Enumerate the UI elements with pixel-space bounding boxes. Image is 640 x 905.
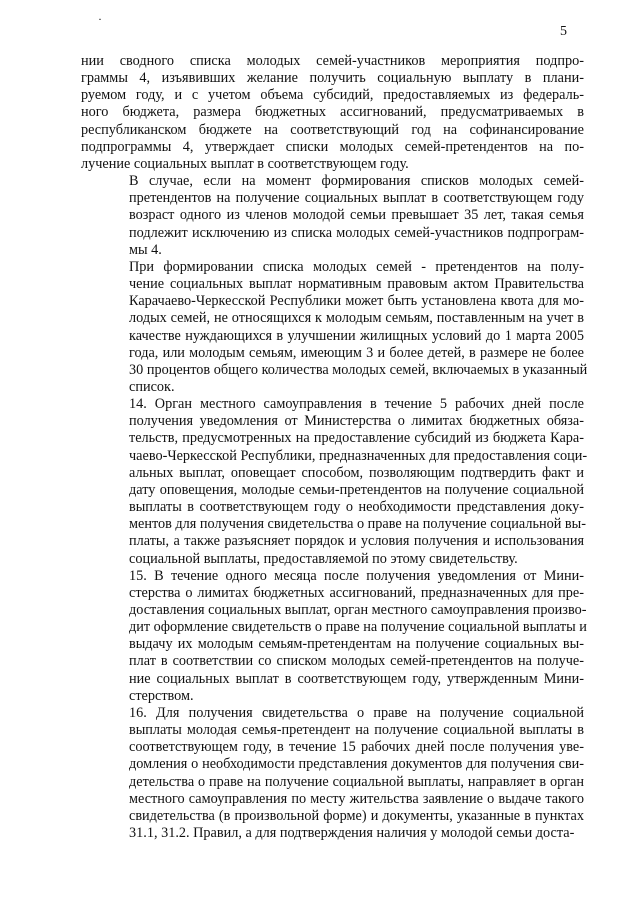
- text-line: 31.1, 31.2. Правил, а для подтверждения наличия у молодой семьи доста-: [129, 825, 575, 842]
- text-line: При формировании списка молодых семей - претендентов на полу-: [129, 258, 584, 275]
- text-line: получения уведомления от Министерства о лимитах бюджетных обяза-: [129, 413, 584, 430]
- text-line: возраст одного из членов молодой семьи превышает 35 лет, такая семья: [129, 207, 584, 224]
- text-line: выплаты молодая семья-претендент на получение социальной выплаты в: [129, 722, 584, 739]
- text-line: 16. Для получения свидетельства о праве на получение социальной: [129, 704, 584, 721]
- text-line: список.: [129, 378, 175, 395]
- text-line: качестве нуждающихся в улучшении жилищных условий до 1 марта 2005: [129, 327, 584, 344]
- text-line: стерством.: [129, 687, 194, 704]
- text-line: дату оповещения, молодые семьи-претендентов на получение социальной: [129, 481, 584, 498]
- text-line: 30 процентов общего количества молодых семей, включаемых в указанный: [129, 361, 588, 378]
- text-line: чение социальных выплат нормативным правовым актом Правительства: [129, 276, 584, 293]
- text-line: выплаты в соответствующем году о необходимости представления доку-: [129, 499, 584, 516]
- text-line: альных выплат, оповещает способом, позволяющим подтвердить факт и: [129, 464, 584, 481]
- text-line: лодых семей, не относящихся к молодым семьям, поставленным на учет в: [129, 310, 584, 327]
- text-line: 14. Орган местного самоуправления в течение 5 рабочих дней после: [129, 396, 584, 413]
- paragraph: [81, 53, 584, 173]
- text-line: 15. В течение одного месяца после получения уведомления от Мини-: [129, 567, 584, 584]
- text-line: детельства о праве на получение социальной выплаты, направляет в орган: [129, 773, 584, 790]
- text-line: республиканском бюджете на соответствующий год на софинансирование: [81, 121, 584, 138]
- text-line: Карачаево-Черкесской Республики может быть установлена квота для мо-: [129, 293, 584, 310]
- text-line: доставления социальных выплат, орган местного самоуправления произво-: [129, 602, 587, 618]
- text-line: нии сводного списка молодых семей-участников мероприятия подпро-: [81, 53, 584, 69]
- text-line: платы, а также разъясняет порядок и условия получения и использования: [129, 533, 584, 550]
- text-line: тельств, предусмотренных на предоставление субсидий из бюджета Кара-: [129, 430, 584, 447]
- paragraph: [81, 396, 588, 568]
- text-line: подпрограммы 4, утверждает списки молодых семей-претендентов на по-: [81, 138, 584, 155]
- text-line: года, или молодым семьям, имеющим 3 и более детей, в размере не более: [129, 344, 584, 361]
- text-line: местного самоуправления по месту жительства заявление о выдаче такого: [129, 790, 584, 807]
- text-line: руемом году, и с учетом объема субсидий, предоставляемых из федераль-: [81, 87, 584, 104]
- text-line: свидетельства (в произвольной форме) и документы, указанные в пунктах: [129, 807, 584, 824]
- paragraph: [81, 567, 587, 705]
- text-line: лучение социальных выплат в соответствующем году.: [81, 155, 409, 172]
- text-line: претендентов на получение социальных выплат в соответствующем году: [129, 190, 584, 207]
- text-line: соответствующем году, в течение 15 рабочих дней после получения уве-: [129, 739, 584, 756]
- text-line: плат в соответствии со списком молодых семей-претендентов на получе-: [129, 653, 584, 670]
- text-line: ного бюджета, размера бюджетных ассигнований, предусматриваемых в: [81, 104, 584, 121]
- text-line: подлежит исключению из списка молодых семей-участников подпрограм-: [129, 224, 584, 241]
- text-line: мы 4.: [129, 241, 162, 258]
- text-line: ментов для получения свидетельства о праве на получение социальной вы-: [129, 516, 586, 533]
- text-line: В случае, если на момент формирования списков молодых семей-: [129, 173, 584, 190]
- text-line: ние социальных выплат в соответствующем году, утвержденным Мини-: [129, 670, 584, 687]
- text-line: выдачу их молодым семьям-претендентам на получение социальных вы-: [129, 636, 584, 653]
- page-number: 5: [560, 24, 567, 39]
- scan-mark: ·: [98, 12, 102, 26]
- document-body: [81, 53, 588, 842]
- text-line: стерства о лимитах бюджетных ассигнований, предназначенных для пре-: [129, 584, 584, 601]
- paragraph: [81, 705, 584, 842]
- text-line: чаево-Черкесской Республики, предназначенных для предоставления соци-: [129, 447, 588, 464]
- text-line: дит оформление свидетельств о праве на получение социальной выплаты и: [129, 619, 587, 636]
- paragraph: [81, 173, 584, 259]
- text-line: граммы 4, изъявивших желание получить социальную выплату в плани-: [81, 70, 584, 87]
- paragraph: [81, 258, 588, 396]
- text-line: домления о необходимости представления документов для получения сви-: [129, 756, 584, 773]
- text-line: социальной выплаты, предоставляемой по этому свидетельству.: [129, 550, 518, 567]
